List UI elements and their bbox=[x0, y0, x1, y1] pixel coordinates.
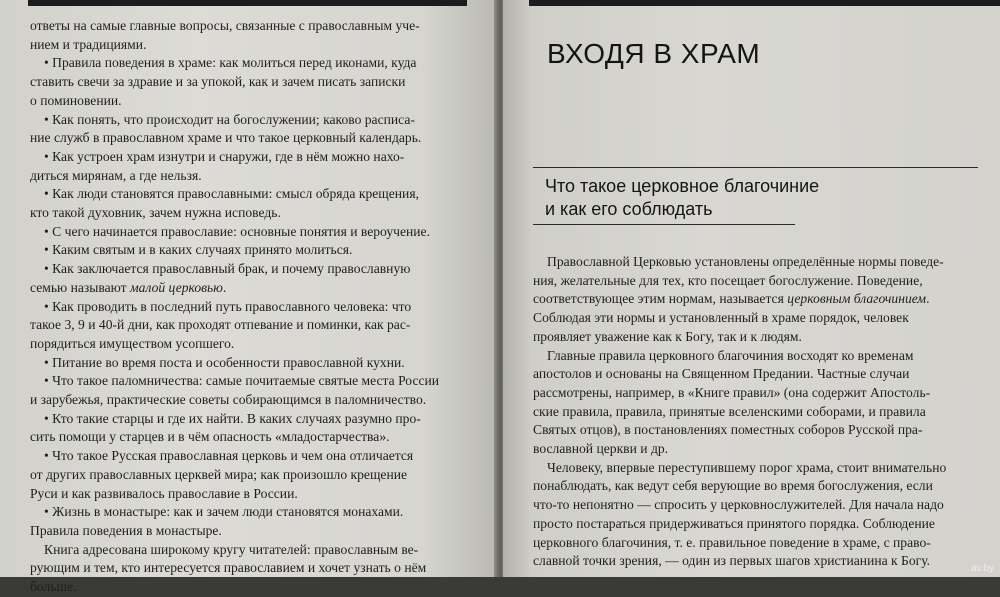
text-line: понаблюдать, как ведут себя верующие во время богослужения, если bbox=[533, 478, 933, 494]
text-line: и зарубежья, практические советы собирающимся в паломничество. bbox=[30, 392, 427, 408]
text-line: ставить свечи за здравие и за упокой, как и зачем писать записки bbox=[30, 74, 406, 90]
text-line: • Как устроен храм изнутри и снаружи, где в нём можно нахо- bbox=[44, 148, 405, 164]
text-run: семью называют bbox=[30, 279, 130, 295]
text-line: • Как проводить в последний путь православного человека: что bbox=[44, 298, 412, 314]
text-line: что-то непонятно — спросить у церковнослужителей. Для начала надо bbox=[533, 497, 944, 513]
left-page bbox=[0, 0, 497, 595]
text-line: Правила поведения в монастыре. bbox=[30, 522, 222, 538]
text-line: • Жизнь в монастыре: как и зачем люди становятся монахами. bbox=[44, 504, 404, 520]
section-heading bbox=[533, 167, 978, 237]
text-line: Православной Церковью установлены определённые нормы поведе- bbox=[547, 254, 944, 269]
top-rule-right bbox=[529, 0, 1000, 6]
text-line: просто постараться придерживаться принятого порядка. Соблюдение bbox=[533, 515, 935, 531]
text-line: рующим и тем, кто интересуется православием и хочет узнать о нём bbox=[30, 560, 427, 576]
text-line: славной точки зрения, — один из первых шагов христианина к Богу. bbox=[533, 553, 931, 569]
text-run: . bbox=[222, 279, 227, 295]
text-line: проявляет уважение как к Богу, так и к людям. bbox=[533, 328, 802, 344]
text-line: • Что такое Русская православная церковь и чем она отличается bbox=[44, 448, 414, 464]
text-line: диться мирянам, а где нельзя. bbox=[30, 167, 202, 183]
text-line: • Как заключается православный брак, и почему православную bbox=[44, 261, 411, 277]
text-line: Главные правила церковного благочиния восходят ко временам bbox=[547, 347, 914, 363]
text-line: о поминовении. bbox=[30, 92, 122, 108]
text-line: • Кто такие старцы и где их найти. В каких случаях разумно про- bbox=[44, 410, 421, 426]
text-line: Руси и как развивалось православие в России. bbox=[30, 485, 298, 501]
left-page-text bbox=[30, 17, 471, 597]
text-line: Человеку, впервые переступившему порог храма, стоит внимательно bbox=[547, 459, 947, 475]
text-line: • Как понять, что происходит на богослужении; каково расписа- bbox=[44, 111, 415, 127]
text-line: • Каким святым и в каких случаях принято молиться. bbox=[44, 242, 353, 258]
text-line: кто такой духовник, зачем нужна исповедь. bbox=[30, 205, 281, 221]
italic-term: церковным благочинием bbox=[787, 291, 927, 307]
italic-term: малой церковью bbox=[130, 279, 223, 295]
text-line: ские правила, правила, принятые вселенскими соборами, и правила bbox=[533, 403, 926, 419]
text-line: • Питание во время поста и особенности православной кухни. bbox=[44, 354, 405, 370]
text-run: . bbox=[926, 291, 930, 307]
text-line: • Как люди становятся православными: смысл обряда крещения, bbox=[44, 186, 419, 202]
text-line: вославной церкви и др. bbox=[533, 441, 669, 457]
text-line bbox=[30, 279, 471, 298]
text-line: Соблюдая эти нормы и установленный в храме порядок, человек bbox=[533, 310, 909, 326]
text-line: ние служб в православном храме и что такое церковный календарь. bbox=[30, 130, 422, 146]
text-line: от других православных церквей мира; как произошло крещение bbox=[30, 466, 408, 482]
text-line: апостолов и основаны на Священном Предании. Частные случаи bbox=[533, 366, 910, 382]
top-rule-left bbox=[28, 0, 467, 6]
section-title-line-2: и как его соблюдать bbox=[545, 199, 713, 219]
right-page-text bbox=[533, 253, 978, 571]
text-line: порядиться имуществом усопшего. bbox=[30, 335, 235, 351]
text-line: рассмотрены, например, в «Книге правил» (она содержит Апостоль- bbox=[533, 384, 931, 400]
text-line: • Что такое паломничества: самые почитаемые святые места России bbox=[44, 373, 440, 389]
text-run: соответствующее этим нормам, называется bbox=[533, 291, 788, 307]
text-line: ответы на самые главные вопросы, связанные с православным уче- bbox=[30, 18, 420, 33]
text-line: церковного благочиния, т. е. правильное поведение в храме, с право- bbox=[533, 534, 931, 550]
section-rule-bottom bbox=[533, 224, 795, 225]
text-line bbox=[533, 290, 978, 309]
chapter-title: ВХОДЯ В ХРАМ bbox=[547, 38, 761, 69]
text-line: • Правила поведения в храме: как молиться перед иконами, куда bbox=[44, 55, 417, 71]
right-page bbox=[503, 0, 1000, 577]
section-title-line-1: Что такое церковное благочиние bbox=[545, 176, 820, 196]
text-line: сить помощи у старцев и в чём опасность «младостарчества». bbox=[30, 429, 390, 445]
section-rule-top bbox=[533, 167, 978, 168]
text-line: Святых отцов), в постановлениях поместных соборов Русской пра- bbox=[533, 422, 923, 438]
text-line: такое 3, 9 и 40-й дни, как проходят отпевание и поминки, как рас- bbox=[30, 317, 411, 333]
section-title bbox=[545, 175, 819, 221]
text-line: больше. bbox=[30, 579, 77, 595]
text-line: Книга адресована широкому кругу читателей: православным ве- bbox=[44, 541, 419, 557]
text-line: ния, желательные для тех, кто посещает богослужение. Поведение, bbox=[533, 272, 923, 288]
text-line: • С чего начинается православие: основные понятия и вероучение. bbox=[44, 223, 430, 239]
text-line: нием и традициями. bbox=[30, 36, 147, 52]
watermark: av.by bbox=[970, 563, 994, 574]
